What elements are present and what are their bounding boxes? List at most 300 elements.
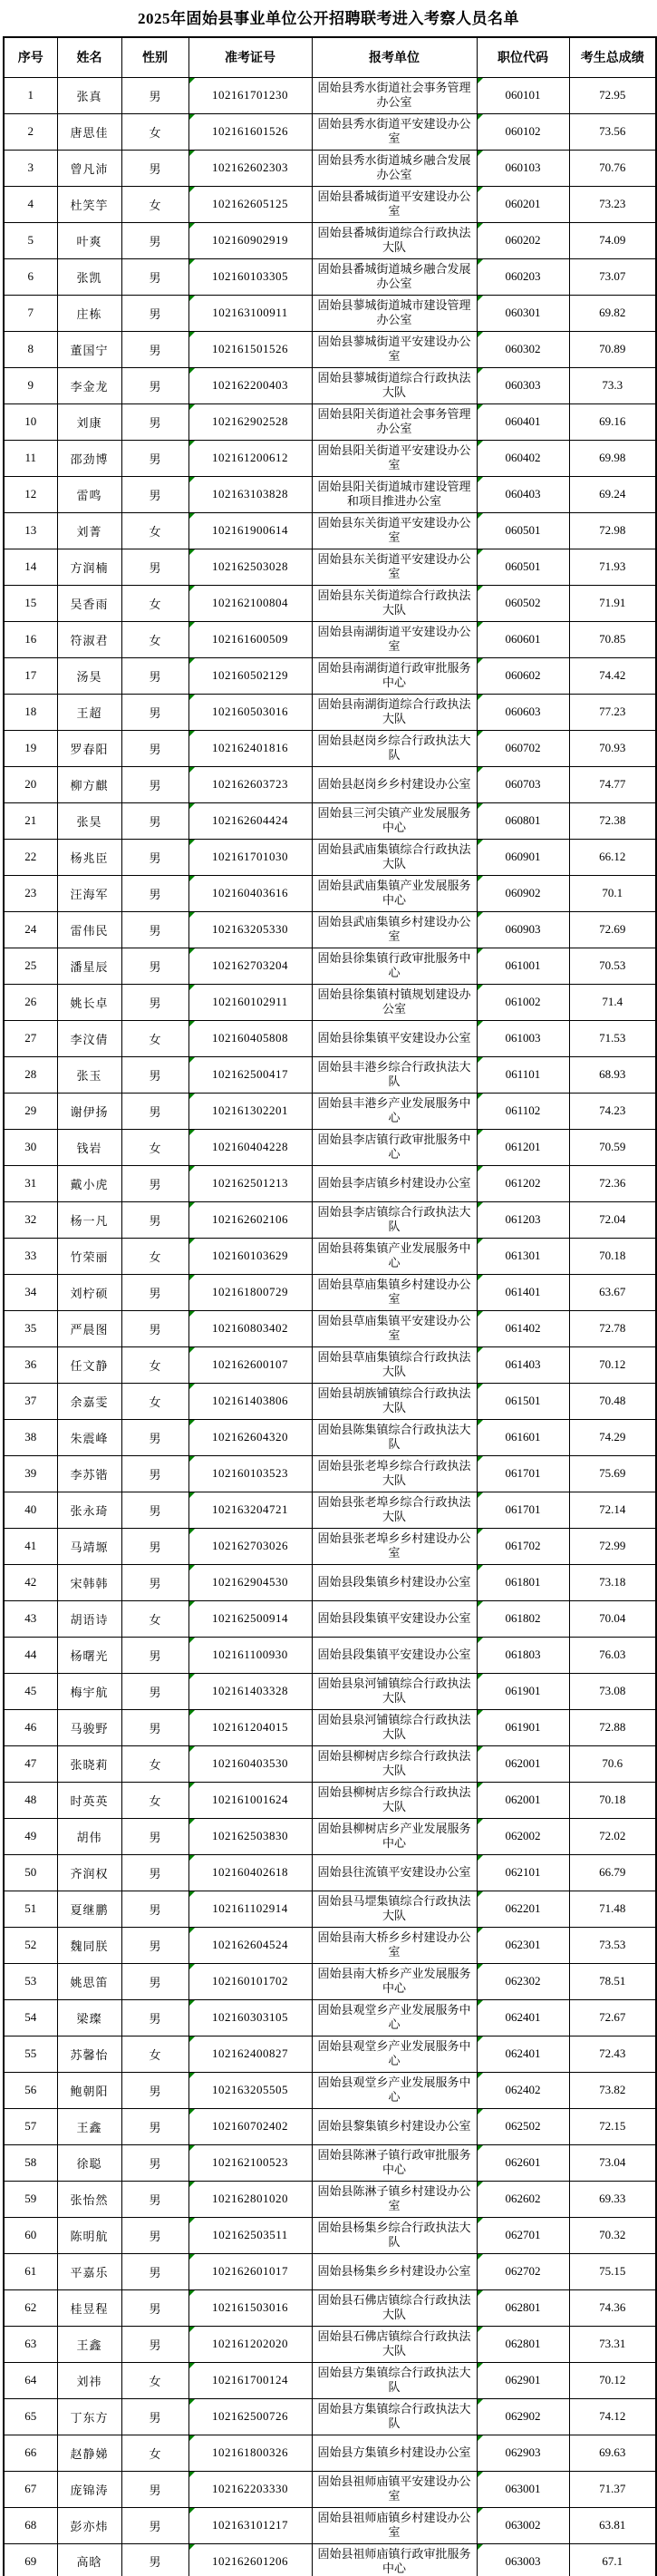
cell-index: 69 — [4, 2543, 57, 2576]
cell-gender: 男 — [121, 1637, 188, 1673]
cell-gender: 女 — [121, 1782, 188, 1818]
cell-gender: 男 — [121, 2217, 188, 2253]
cell-index: 43 — [4, 1600, 57, 1637]
text-format-corner-marker-icon — [189, 78, 195, 83]
cell-exam_no: 102162401816 — [188, 730, 312, 766]
text-format-corner-marker-icon — [189, 2254, 195, 2260]
text-format-corner-marker-icon — [189, 1783, 195, 1788]
cell-name: 苏馨怡 — [57, 2036, 121, 2072]
cell-index: 49 — [4, 1818, 57, 1854]
cell-unit: 固始县阳关街道城市建设管理和项目推进办公室 — [312, 476, 477, 512]
cell-total_score: 74.12 — [569, 2398, 656, 2435]
cell-exam_no: 102162601206 — [188, 2543, 312, 2576]
cell-index: 14 — [4, 549, 57, 585]
text-format-corner-marker-icon — [189, 1275, 195, 1280]
text-format-corner-marker-icon — [189, 767, 195, 773]
cell-name: 余嘉雯 — [57, 1383, 121, 1419]
cell-index: 20 — [4, 766, 57, 802]
cell-position_code: 060303 — [477, 367, 569, 403]
table-row — [4, 730, 656, 766]
table-row — [4, 2326, 656, 2362]
cell-index: 25 — [4, 948, 57, 984]
cell-name: 张晓莉 — [57, 1745, 121, 1782]
table-row — [4, 2362, 656, 2398]
cell-name: 竹荣丽 — [57, 1238, 121, 1274]
cell-total_score: 73.3 — [569, 367, 656, 403]
cell-unit: 固始县马堽集镇综合行政执法大队 — [312, 1891, 477, 1927]
cell-name: 刘祎 — [57, 2362, 121, 2398]
text-format-corner-marker-icon — [189, 1964, 195, 1969]
cell-exam_no: 102162604320 — [188, 1419, 312, 1455]
cell-position_code: 062701 — [477, 2217, 569, 2253]
column-header-position_code: 职位代码 — [477, 37, 569, 77]
cell-total_score: 73.31 — [569, 2326, 656, 2362]
cell-index: 7 — [4, 295, 57, 331]
cell-exam_no: 102163204721 — [188, 1492, 312, 1528]
cell-exam_no: 102160403616 — [188, 875, 312, 911]
text-format-corner-marker-icon — [478, 1928, 483, 1933]
cell-unit: 固始县张老埠乡乡村建设办公室 — [312, 1528, 477, 1564]
cell-gender: 男 — [121, 2253, 188, 2289]
cell-index: 59 — [4, 2181, 57, 2217]
cell-name: 宋韩韩 — [57, 1564, 121, 1600]
text-format-corner-marker-icon — [478, 2254, 483, 2260]
cell-total_score: 73.23 — [569, 186, 656, 222]
cell-name: 张昊 — [57, 802, 121, 839]
text-format-corner-marker-icon — [478, 1638, 483, 1643]
text-format-corner-marker-icon — [478, 296, 483, 301]
text-format-corner-marker-icon — [478, 78, 483, 83]
cell-unit: 固始县番城街道城乡融合发展办公室 — [312, 258, 477, 295]
cell-gender: 女 — [121, 2435, 188, 2471]
text-format-corner-marker-icon — [189, 2073, 195, 2078]
cell-exam_no: 102162602106 — [188, 1201, 312, 1238]
cell-exam_no: 102160103305 — [188, 258, 312, 295]
text-format-corner-marker-icon — [478, 2399, 483, 2405]
text-format-corner-marker-icon — [478, 1347, 483, 1353]
table-row — [4, 1383, 656, 1419]
cell-gender: 男 — [121, 1709, 188, 1745]
table-row — [4, 186, 656, 222]
cell-position_code: 060501 — [477, 512, 569, 549]
cell-total_score: 75.15 — [569, 2253, 656, 2289]
cell-position_code: 060402 — [477, 440, 569, 476]
cell-name: 叶爽 — [57, 222, 121, 258]
cell-index: 17 — [4, 657, 57, 694]
text-format-corner-marker-icon — [478, 622, 483, 627]
table-row — [4, 476, 656, 512]
cell-index: 37 — [4, 1383, 57, 1419]
cell-name: 胡伟 — [57, 1818, 121, 1854]
cell-position_code: 060403 — [477, 476, 569, 512]
text-format-corner-marker-icon — [478, 114, 483, 120]
cell-name: 潘星辰 — [57, 948, 121, 984]
cell-unit: 固始县段集镇平安建设办公室 — [312, 1637, 477, 1673]
cell-exam_no: 102162100523 — [188, 2144, 312, 2181]
cell-gender: 男 — [121, 1056, 188, 1093]
cell-exam_no: 102161001624 — [188, 1782, 312, 1818]
cell-unit: 固始县李店镇乡村建设办公室 — [312, 1165, 477, 1201]
cell-gender: 男 — [121, 1927, 188, 1963]
table-row — [4, 1201, 656, 1238]
cell-gender: 男 — [121, 1093, 188, 1129]
cell-name: 魏同朕 — [57, 1927, 121, 1963]
table-row — [4, 440, 656, 476]
cell-name: 罗春阳 — [57, 730, 121, 766]
cell-name: 邵劲博 — [57, 440, 121, 476]
cell-name: 马靖塬 — [57, 1528, 121, 1564]
text-format-corner-marker-icon — [478, 1384, 483, 1389]
cell-unit: 固始县往流镇平安建设办公室 — [312, 1854, 477, 1891]
text-format-corner-marker-icon — [478, 876, 483, 881]
cell-gender: 男 — [121, 1564, 188, 1600]
text-format-corner-marker-icon — [189, 1311, 195, 1317]
cell-gender: 男 — [121, 1673, 188, 1709]
cell-name: 平嘉乐 — [57, 2253, 121, 2289]
table-row — [4, 1891, 656, 1927]
cell-gender: 男 — [121, 1165, 188, 1201]
cell-gender: 女 — [121, 1238, 188, 1274]
table-row — [4, 2289, 656, 2326]
cell-unit: 固始县蓼城街道平安建设办公室 — [312, 331, 477, 367]
text-format-corner-marker-icon — [478, 2182, 483, 2187]
text-format-corner-marker-icon — [478, 840, 483, 845]
cell-gender: 男 — [121, 1999, 188, 2036]
cell-exam_no: 102161202020 — [188, 2326, 312, 2362]
cell-name: 任文静 — [57, 1346, 121, 1383]
cell-gender: 男 — [121, 77, 188, 113]
cell-position_code: 062702 — [477, 2253, 569, 2289]
text-format-corner-marker-icon — [478, 1819, 483, 1824]
text-format-corner-marker-icon — [478, 767, 483, 773]
cell-total_score: 70.12 — [569, 2362, 656, 2398]
text-format-corner-marker-icon — [478, 441, 483, 446]
table-row — [4, 839, 656, 875]
table-row — [4, 331, 656, 367]
text-format-corner-marker-icon — [478, 477, 483, 482]
table-row — [4, 2543, 656, 2576]
table-row — [4, 1854, 656, 1891]
cell-total_score: 71.48 — [569, 1891, 656, 1927]
cell-position_code: 063003 — [477, 2543, 569, 2576]
text-format-corner-marker-icon — [478, 1021, 483, 1026]
cell-index: 21 — [4, 802, 57, 839]
table-row — [4, 802, 656, 839]
cell-gender: 男 — [121, 730, 188, 766]
cell-total_score: 76.03 — [569, 1637, 656, 1673]
cell-exam_no: 102162100804 — [188, 585, 312, 621]
text-format-corner-marker-icon — [478, 695, 483, 700]
text-format-corner-marker-icon — [478, 1746, 483, 1752]
table-row — [4, 1564, 656, 1600]
cell-exam_no: 102160404228 — [188, 1129, 312, 1165]
text-format-corner-marker-icon — [478, 2073, 483, 2078]
cell-unit: 固始县祖师庙镇行政审批服务中心 — [312, 2543, 477, 2576]
table-row — [4, 585, 656, 621]
cell-position_code: 062903 — [477, 2435, 569, 2471]
cell-total_score: 70.6 — [569, 1745, 656, 1782]
text-format-corner-marker-icon — [189, 404, 195, 410]
cell-gender: 男 — [121, 150, 188, 186]
table-row — [4, 948, 656, 984]
cell-position_code: 061403 — [477, 1346, 569, 1383]
cell-position_code: 062302 — [477, 1963, 569, 1999]
cell-exam_no: 102162503511 — [188, 2217, 312, 2253]
cell-position_code: 061202 — [477, 1165, 569, 1201]
cell-position_code: 061901 — [477, 1709, 569, 1745]
cell-total_score: 77.23 — [569, 694, 656, 730]
cell-gender: 男 — [121, 766, 188, 802]
text-format-corner-marker-icon — [189, 1202, 195, 1208]
cell-position_code: 061701 — [477, 1492, 569, 1528]
table-row — [4, 1963, 656, 1999]
text-format-corner-marker-icon — [478, 586, 483, 591]
cell-index: 36 — [4, 1346, 57, 1383]
text-format-corner-marker-icon — [478, 1964, 483, 1969]
cell-gender: 男 — [121, 948, 188, 984]
cell-gender: 男 — [121, 2543, 188, 2576]
cell-total_score: 72.67 — [569, 1999, 656, 2036]
cell-name: 杨一凡 — [57, 1201, 121, 1238]
cell-name: 汤昊 — [57, 657, 121, 694]
cell-position_code: 060302 — [477, 331, 569, 367]
cell-total_score: 74.09 — [569, 222, 656, 258]
cell-position_code: 060101 — [477, 77, 569, 113]
table-row — [4, 1093, 656, 1129]
table-row — [4, 1274, 656, 1310]
cell-gender: 女 — [121, 1600, 188, 1637]
cell-gender: 男 — [121, 2072, 188, 2108]
cell-unit: 固始县杨集乡乡村建设办公室 — [312, 2253, 477, 2289]
cell-gender: 女 — [121, 113, 188, 150]
cell-total_score: 71.53 — [569, 1020, 656, 1056]
cell-total_score: 74.42 — [569, 657, 656, 694]
cell-index: 39 — [4, 1455, 57, 1492]
cell-position_code: 060601 — [477, 621, 569, 657]
cell-index: 40 — [4, 1492, 57, 1528]
text-format-corner-marker-icon — [189, 1638, 195, 1643]
cell-exam_no: 102162703204 — [188, 948, 312, 984]
cell-position_code: 061901 — [477, 1673, 569, 1709]
cell-position_code: 060103 — [477, 150, 569, 186]
text-format-corner-marker-icon — [189, 223, 195, 228]
cell-index: 11 — [4, 440, 57, 476]
text-format-corner-marker-icon — [189, 187, 195, 192]
table-row — [4, 2398, 656, 2435]
table-row — [4, 1782, 656, 1818]
cell-index: 44 — [4, 1637, 57, 1673]
text-format-corner-marker-icon — [189, 1130, 195, 1135]
cell-exam_no: 102163205505 — [188, 2072, 312, 2108]
cell-exam_no: 102162902528 — [188, 403, 312, 440]
cell-name: 彭亦炜 — [57, 2507, 121, 2543]
cell-unit: 固始县柳树店乡产业发展服务中心 — [312, 1818, 477, 1854]
text-format-corner-marker-icon — [478, 912, 483, 918]
cell-name: 雷伟民 — [57, 911, 121, 948]
cell-gender: 男 — [121, 1274, 188, 1310]
cell-gender: 男 — [121, 2326, 188, 2362]
cell-gender: 女 — [121, 2362, 188, 2398]
text-format-corner-marker-icon — [189, 332, 195, 337]
text-format-corner-marker-icon — [189, 1456, 195, 1462]
cell-name: 梅宇航 — [57, 1673, 121, 1709]
cell-exam_no: 102162601017 — [188, 2253, 312, 2289]
cell-index: 23 — [4, 875, 57, 911]
text-format-corner-marker-icon — [189, 114, 195, 120]
text-format-corner-marker-icon — [478, 803, 483, 809]
cell-index: 8 — [4, 331, 57, 367]
table-row — [4, 1709, 656, 1745]
cell-total_score: 70.85 — [569, 621, 656, 657]
table-row — [4, 621, 656, 657]
cell-exam_no: 102163103828 — [188, 476, 312, 512]
text-format-corner-marker-icon — [478, 985, 483, 990]
cell-total_score: 72.99 — [569, 1528, 656, 1564]
text-format-corner-marker-icon — [478, 513, 483, 519]
text-format-corner-marker-icon — [478, 368, 483, 374]
table-row — [4, 1419, 656, 1455]
cell-total_score: 72.78 — [569, 1310, 656, 1346]
cell-unit: 固始县段集镇乡村建设办公室 — [312, 1564, 477, 1600]
table-row — [4, 875, 656, 911]
cell-total_score: 73.56 — [569, 113, 656, 150]
table-row — [4, 1927, 656, 1963]
cell-exam_no: 102162904530 — [188, 1564, 312, 1600]
text-format-corner-marker-icon — [478, 259, 483, 265]
cell-index: 28 — [4, 1056, 57, 1093]
cell-gender: 男 — [121, 1963, 188, 1999]
text-format-corner-marker-icon — [189, 1710, 195, 1716]
column-header-total_score: 考生总成绩 — [569, 37, 656, 77]
cell-name: 夏继鹏 — [57, 1891, 121, 1927]
cell-index: 46 — [4, 1709, 57, 1745]
cell-total_score: 70.48 — [569, 1383, 656, 1419]
cell-unit: 固始县东关街道平安建设办公室 — [312, 549, 477, 585]
cell-unit: 固始县段集镇平安建设办公室 — [312, 1600, 477, 1637]
cell-position_code: 060703 — [477, 766, 569, 802]
cell-unit: 固始县泉河铺镇综合行政执法大队 — [312, 1709, 477, 1745]
cell-position_code: 062502 — [477, 2108, 569, 2144]
cell-position_code: 060901 — [477, 839, 569, 875]
cell-position_code: 061003 — [477, 1020, 569, 1056]
cell-index: 15 — [4, 585, 57, 621]
text-format-corner-marker-icon — [478, 1601, 483, 1607]
cell-exam_no: 102161503016 — [188, 2289, 312, 2326]
cell-index: 27 — [4, 1020, 57, 1056]
cell-unit: 固始县蒋集镇产业发展服务中心 — [312, 1238, 477, 1274]
cell-unit: 固始县草庙集镇平安建设办公室 — [312, 1310, 477, 1346]
text-format-corner-marker-icon — [189, 2182, 195, 2187]
cell-index: 31 — [4, 1165, 57, 1201]
cell-unit: 固始县丰港乡综合行政执法大队 — [312, 1056, 477, 1093]
cell-name: 雷鸣 — [57, 476, 121, 512]
cell-gender: 男 — [121, 2471, 188, 2507]
cell-index: 34 — [4, 1274, 57, 1310]
text-format-corner-marker-icon — [189, 1094, 195, 1099]
table-row — [4, 1600, 656, 1637]
cell-index: 12 — [4, 476, 57, 512]
cell-exam_no: 102161800326 — [188, 2435, 312, 2471]
cell-name: 陈明航 — [57, 2217, 121, 2253]
cell-position_code: 062602 — [477, 2181, 569, 2217]
text-format-corner-marker-icon — [478, 1783, 483, 1788]
cell-index: 41 — [4, 1528, 57, 1564]
cell-gender: 男 — [121, 694, 188, 730]
cell-name: 杜笑竽 — [57, 186, 121, 222]
cell-name: 杨曙光 — [57, 1637, 121, 1673]
cell-gender: 男 — [121, 1419, 188, 1455]
cell-index: 47 — [4, 1745, 57, 1782]
cell-exam_no: 102160503016 — [188, 694, 312, 730]
cell-position_code: 062601 — [477, 2144, 569, 2181]
table-row — [4, 766, 656, 802]
cell-exam_no: 102160902919 — [188, 222, 312, 258]
cell-exam_no: 102162500914 — [188, 1600, 312, 1637]
cell-position_code: 060201 — [477, 186, 569, 222]
text-format-corner-marker-icon — [478, 1239, 483, 1244]
cell-unit: 固始县祖师庙镇乡村建设办公室 — [312, 2507, 477, 2543]
table-body — [4, 77, 656, 2576]
table-row — [4, 1129, 656, 1165]
cell-total_score: 66.79 — [569, 1854, 656, 1891]
cell-position_code: 062402 — [477, 2072, 569, 2108]
cell-gender: 男 — [121, 1818, 188, 1854]
cell-total_score: 70.93 — [569, 730, 656, 766]
table-row — [4, 1455, 656, 1492]
cell-total_score: 72.95 — [569, 77, 656, 113]
text-format-corner-marker-icon — [478, 2508, 483, 2513]
cell-name: 庄栋 — [57, 295, 121, 331]
text-format-corner-marker-icon — [189, 1057, 195, 1063]
cell-unit: 固始县蓼城街道综合行政执法大队 — [312, 367, 477, 403]
cell-unit: 固始县秀水街道社会事务管理办公室 — [312, 77, 477, 113]
cell-position_code: 061701 — [477, 1455, 569, 1492]
text-format-corner-marker-icon — [189, 1601, 195, 1607]
cell-total_score: 72.38 — [569, 802, 656, 839]
text-format-corner-marker-icon — [478, 658, 483, 664]
cell-exam_no: 102161600509 — [188, 621, 312, 657]
text-format-corner-marker-icon — [478, 404, 483, 410]
cell-unit: 固始县丰港乡产业发展服务中心 — [312, 1093, 477, 1129]
cell-position_code: 061801 — [477, 1564, 569, 1600]
cell-position_code: 060301 — [477, 295, 569, 331]
cell-total_score: 72.02 — [569, 1818, 656, 1854]
cell-index: 18 — [4, 694, 57, 730]
cell-gender: 男 — [121, 984, 188, 1020]
column-header-exam_no: 准考证号 — [188, 37, 312, 77]
table-row — [4, 222, 656, 258]
text-format-corner-marker-icon — [478, 1891, 483, 1897]
cell-index: 3 — [4, 150, 57, 186]
cell-name: 董国宁 — [57, 331, 121, 367]
cell-index: 33 — [4, 1238, 57, 1274]
cell-unit: 固始县草庙集镇综合行政执法大队 — [312, 1346, 477, 1383]
cell-unit: 固始县观堂乡产业发展服务中心 — [312, 2036, 477, 2072]
cell-exam_no: 102160103629 — [188, 1238, 312, 1274]
cell-index: 30 — [4, 1129, 57, 1165]
cell-position_code: 060102 — [477, 113, 569, 150]
text-format-corner-marker-icon — [478, 1710, 483, 1716]
cell-index: 2 — [4, 113, 57, 150]
cell-name: 钱岩 — [57, 1129, 121, 1165]
text-format-corner-marker-icon — [478, 2145, 483, 2151]
cell-total_score: 70.59 — [569, 1129, 656, 1165]
text-format-corner-marker-icon — [189, 259, 195, 265]
cell-position_code: 061702 — [477, 1528, 569, 1564]
text-format-corner-marker-icon — [478, 332, 483, 337]
cell-name: 马骏野 — [57, 1709, 121, 1745]
cell-gender: 男 — [121, 1492, 188, 1528]
